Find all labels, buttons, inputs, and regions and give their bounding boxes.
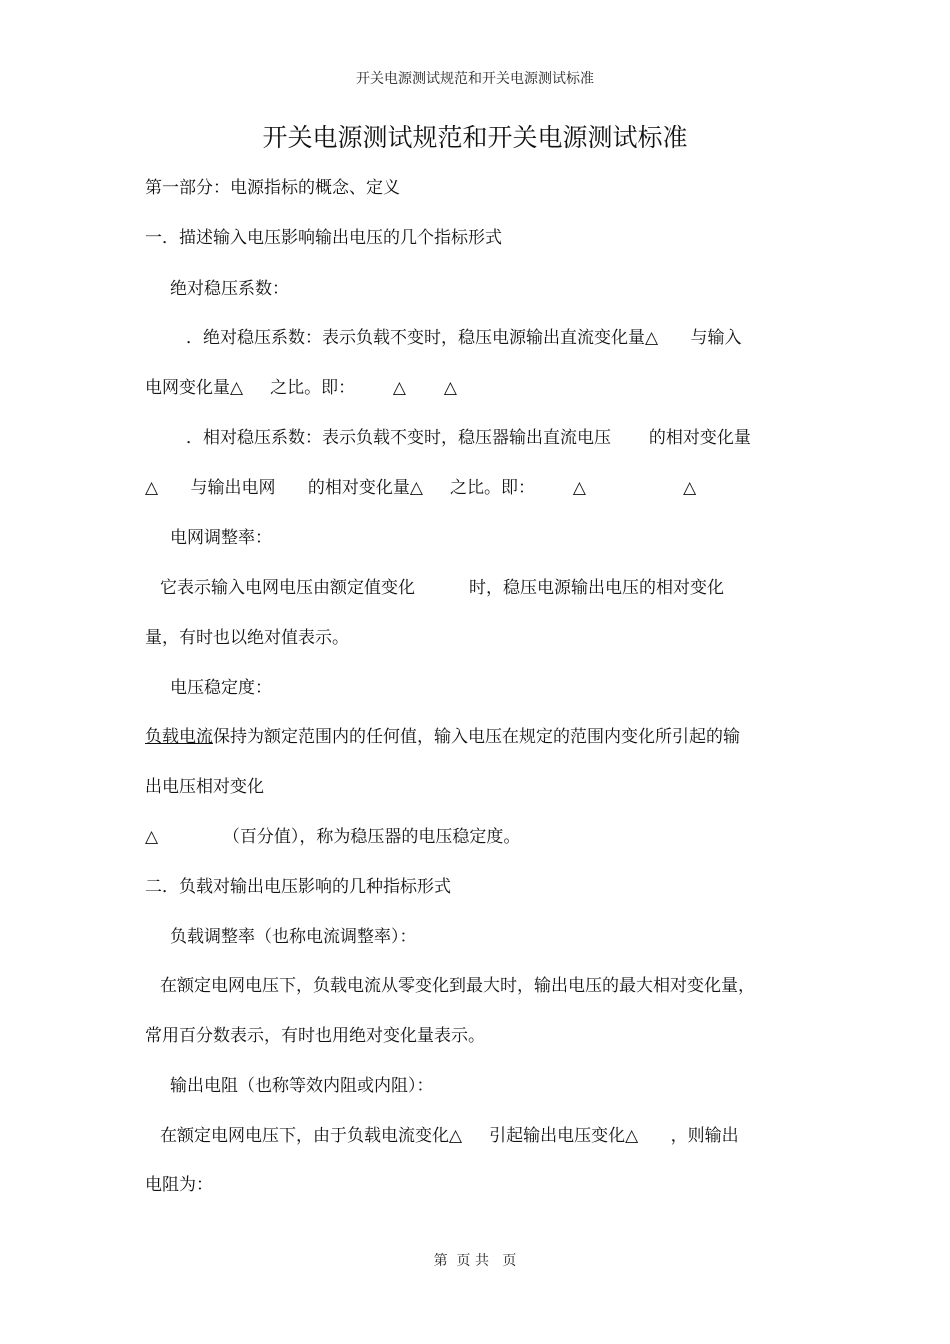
output-resistance-heading: 输出电阻（也称等效内阻或内阻）： bbox=[170, 1076, 434, 1096]
section-1-heading: 一．描述输入电压影响输出电压的几个指标形式 bbox=[145, 228, 502, 248]
load-regulation-line-2: 常用百分数表示，有时也用绝对变化量表示。 bbox=[145, 1026, 485, 1046]
load-regulation-heading: 负载调整率（也称电流调整率）： bbox=[170, 927, 417, 947]
voltage-stability-line-1-text: 保持为额定范围内的任何值，输入电压在规定的范围内变化所引起的输 bbox=[213, 727, 740, 747]
grid-regulation-line-2: 量，有时也以绝对值表示。 bbox=[145, 628, 349, 648]
section-2-heading: 二．负载对输出电压影响的几种指标形式 bbox=[145, 877, 451, 897]
relative-coefficient-line-2: △ 与输出电网 的相对变化量△ 之比。即： △ △ bbox=[145, 478, 697, 498]
absolute-coefficient-heading: 绝对稳压系数： bbox=[170, 279, 289, 299]
output-resistance-line-1: 在额定电网电压下，由于负载电流变化△ 引起输出电压变化△ ，则输出 bbox=[160, 1126, 739, 1146]
voltage-stability-line-1 bbox=[145, 725, 740, 749]
output-resistance-line-2: 电阻为： bbox=[145, 1175, 213, 1195]
absolute-coefficient-line-1: ．绝对稳压系数：表示负载不变时，稳压电源输出直流变化量△ 与输入 bbox=[186, 328, 742, 348]
document-title: 开关电源测试规范和开关电源测试标准 bbox=[262, 123, 688, 152]
load-current-link[interactable]: 负载电流 bbox=[145, 727, 213, 747]
running-header: 开关电源测试规范和开关电源测试标准 bbox=[356, 71, 594, 87]
voltage-stability-heading: 电压稳定度： bbox=[170, 678, 272, 698]
voltage-stability-line-2: 出电压相对变化 bbox=[145, 777, 264, 797]
relative-coefficient-line-1: ．相对稳压系数：表示负载不变时，稳压器输出直流电压 的相对变化量 bbox=[186, 428, 751, 448]
voltage-stability-line-3: △ （百分值），称为稳压器的电压稳定度。 bbox=[145, 827, 521, 847]
grid-regulation-heading: 电网调整率： bbox=[170, 528, 272, 548]
part-heading: 第一部分：电源指标的概念、定义 bbox=[145, 178, 400, 198]
grid-regulation-line-1: 它表示输入电网电压由额定值变化 时，稳压电源输出电压的相对变化 bbox=[160, 578, 725, 598]
absolute-coefficient-line-2: 电网变化量△ 之比。即： △ △ bbox=[145, 378, 457, 398]
page-footer: 第 页 共 页 bbox=[433, 1253, 517, 1269]
load-regulation-line-1: 在额定电网电压下，负载电流从零变化到最大时，输出电压的最大相对变化量， bbox=[160, 976, 755, 996]
